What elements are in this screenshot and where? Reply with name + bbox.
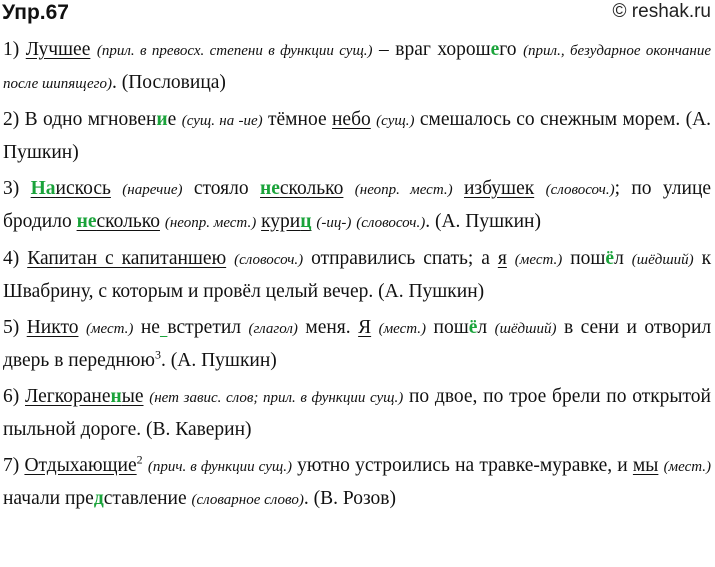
grammar-note: (неопр. мест.) [164, 215, 257, 231]
underlined-word: мы [632, 455, 659, 476]
grammar-note: (мест.) [663, 459, 712, 475]
grammar-note: (прил. в превосх. степени в функции сущ.) [96, 43, 373, 59]
paragraph-1: 1) Лучшее (прил. в превосх. степени в функции сущ.) – враг хорошего (прил., безударное окончание после шипящего). (Пословица) [3, 39, 712, 93]
grammar-note: (шёдший) [494, 321, 557, 337]
watermark: © reshak.ru [612, 1, 711, 22]
grammar-note: (сущ. на -ие) [181, 113, 263, 129]
highlight-letter: не [260, 178, 280, 199]
grammar-note: (словарное слово) [191, 492, 304, 508]
highlight-letter: е [490, 39, 500, 60]
paragraph-2: 2) В одно мгновение (сущ. на -ие) тёмное небо (сущ.) смешалось со снежным морем. (А. Пушкин) [3, 109, 712, 163]
grammar-note: (словосоч.) [356, 215, 426, 231]
exercise-title: Упр.67 [2, 1, 69, 24]
grammar-note: (нет завис. слов; прил. в функции сущ.) [149, 390, 404, 406]
underlined-word: Отдыхающие [24, 455, 137, 476]
footnote-marker: 3 [155, 347, 162, 362]
underlined-word: Наискось [30, 178, 111, 199]
grammar-note: (словосоч.) [545, 182, 615, 198]
footnote-marker: 2 [136, 452, 143, 467]
underlined-word: куриц [261, 211, 312, 232]
header [0, 0, 715, 28]
highlight-letter: ц [300, 211, 312, 232]
underlined-word: избушек [463, 178, 535, 199]
highlight-letter: ё [468, 317, 478, 338]
grammar-note: (неопр. мест.) [354, 182, 453, 198]
underlined-word: небо [332, 109, 371, 130]
paragraph-6: 6) Легкораненые (нет завис. слов; прил. в функции сущ.) по двое, по трое брели по открытой пыльной дороге. (В. Каверин) [3, 386, 711, 440]
underlined-word: Я [358, 317, 372, 338]
highlight-letter: ё [605, 248, 615, 269]
exercise-content [3, 34, 711, 520]
paragraph-5: 5) Никто (мест.) не встретил (глагол) меня. Я (мест.) пошёл (шёдший) в сени и отворил дверь в переднюю$^3$. (А. Пушкин) [3, 317, 712, 371]
grammar-note: (прил., безударное окончание после шипящего) [3, 43, 712, 92]
underlined-word: Легкораненые [25, 386, 144, 407]
grammar-note: (словосоч.) [234, 252, 304, 268]
grammar-note: (прич. в функции сущ.) [147, 459, 292, 475]
underlined-word: я [497, 248, 507, 269]
grammar-note: (шёдший) [631, 252, 694, 268]
grammar-note: (мест.) [378, 321, 427, 337]
underlined-word: Лучшее [25, 39, 91, 60]
grammar-note: (мест.) [85, 321, 134, 337]
highlight-letter: и [156, 109, 168, 130]
grammar-note: (сущ.) [376, 113, 415, 129]
paragraph-7: 7) Отдыхающие$^2$ (прич. в функции сущ.) уютно устроились на травке-муравке, и мы (мест.) начали представление (словарное слово). (В. Розов) [3, 452, 712, 509]
morpheme-note: (-иц-) [316, 215, 352, 231]
grammar-note: (мест.) [514, 252, 563, 268]
grammar-note: (глагол) [248, 321, 298, 337]
highlight-letter: На [30, 178, 56, 199]
highlight-letter: не [76, 211, 97, 232]
highlight-letter: н [110, 386, 122, 407]
underlined-word: несколько [260, 178, 344, 199]
underlined-word: Капитан с капитаншею [27, 248, 227, 269]
paragraph-3: 3) Наискось (наречие) стояло несколько (неопр. мест.) избушек (словосоч.); по улице бродило несколько (неопр. мест.) куриц (-иц-) (словосоч.). (А. Пушкин) [3, 178, 712, 232]
underlined-word: Никто [26, 317, 79, 338]
underlined-word: несколько [76, 211, 160, 232]
grammar-note: (наречие) [122, 182, 183, 198]
paragraph-4: 4) Капитан с капитаншею (словосоч.) отправились спать; а я (мест.) пошёл (шёдший) к Швабрину, с которым и провёл целый вечер. (А. Пушкин) [3, 248, 712, 302]
highlight-letter: д [93, 488, 104, 509]
